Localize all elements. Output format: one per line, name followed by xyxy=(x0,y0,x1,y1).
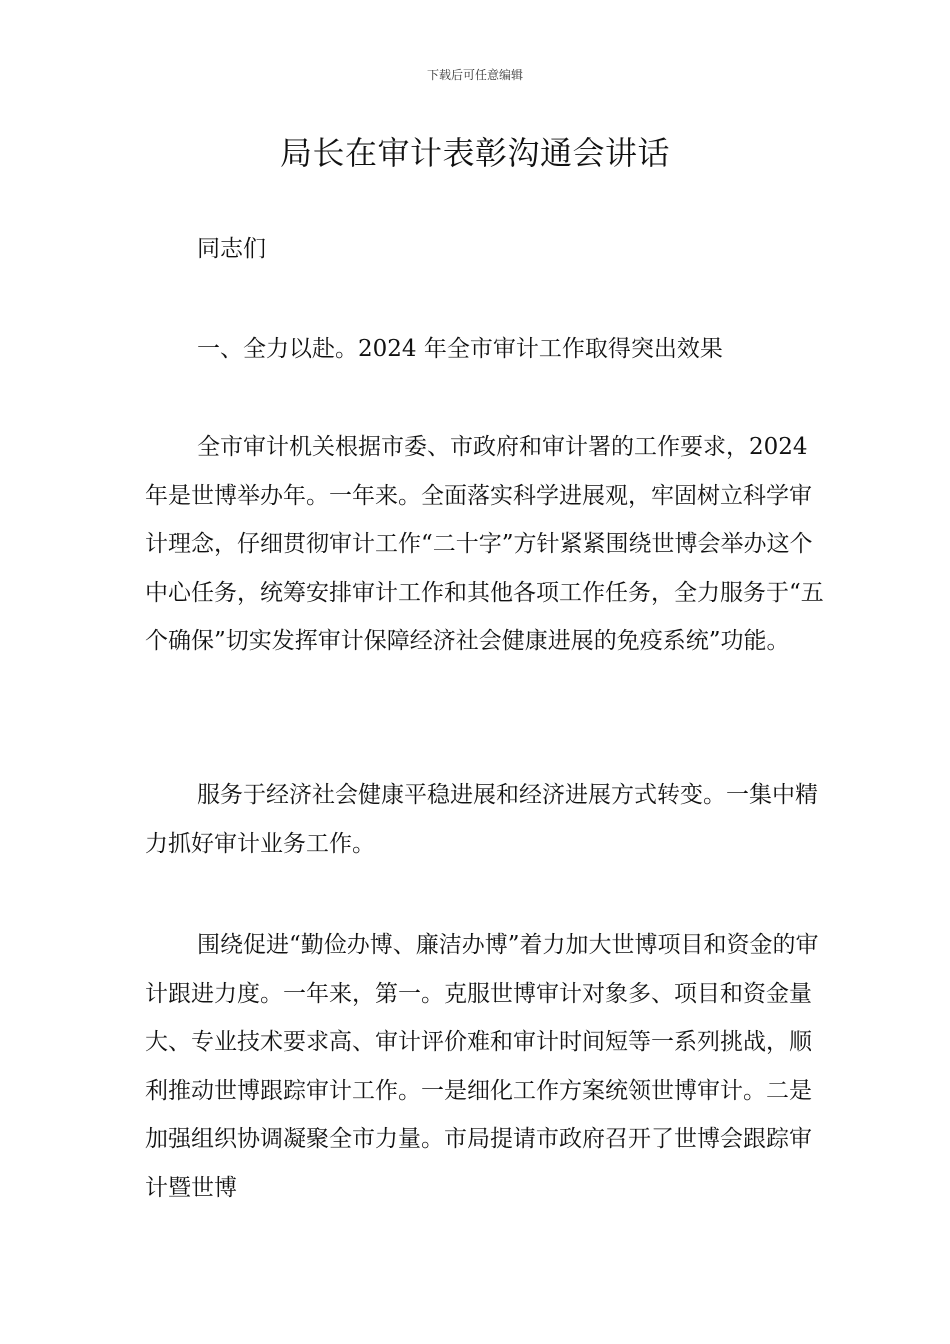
section-heading xyxy=(145,325,825,374)
body-paragraph-2-text: 服务于经济社会健康平稳进展和经济进展方式转变。一集中精力抓好审计业务工作。 xyxy=(145,782,818,857)
body-paragraph-2 xyxy=(145,771,825,868)
body-paragraph-3-text: 围绕促进“勤俭办博、廉洁办博”着力加大世博项目和资金的审计跟进力度。一年来，第一。克服世博审计对象多、项目和资金量大、专业技术要求高、审计评价难和审计时间短等一系列挑战，顺利推动世博跟踪审计工作。一是细化工作方案统领世博审计。二是加强组织协调凝聚全市力量。市局提请市政府召开了世博会跟踪审计暨世博 xyxy=(145,932,819,1201)
greeting-text: 同志们 xyxy=(197,236,266,262)
document-title: 局长在审计表彰沟通会讲话 xyxy=(279,134,670,172)
section-heading-text: 一、全力以赴。2024 年全市审计工作取得突出效果 xyxy=(197,336,723,362)
body-paragraph-1 xyxy=(145,423,825,666)
body-paragraph-1-text: 全市审计机关根据市委、市政府和审计署的工作要求，2024 年是世博举办年。一年来。全面落实科学进展观，牢固树立科学审计理念，仔细贯彻审计工作“二十字”方针紧紧围绕世博会举办这个中心任务，统筹安排审计工作和其他各项工作任务，全力服务于“五个确保”切实发挥审计保障经济社会健康进展的免疫系统”功能。 xyxy=(145,434,824,654)
body-paragraph-3 xyxy=(145,921,825,1212)
header-note: 下载后可任意编辑 xyxy=(426,68,523,82)
greeting-paragraph xyxy=(145,225,825,274)
